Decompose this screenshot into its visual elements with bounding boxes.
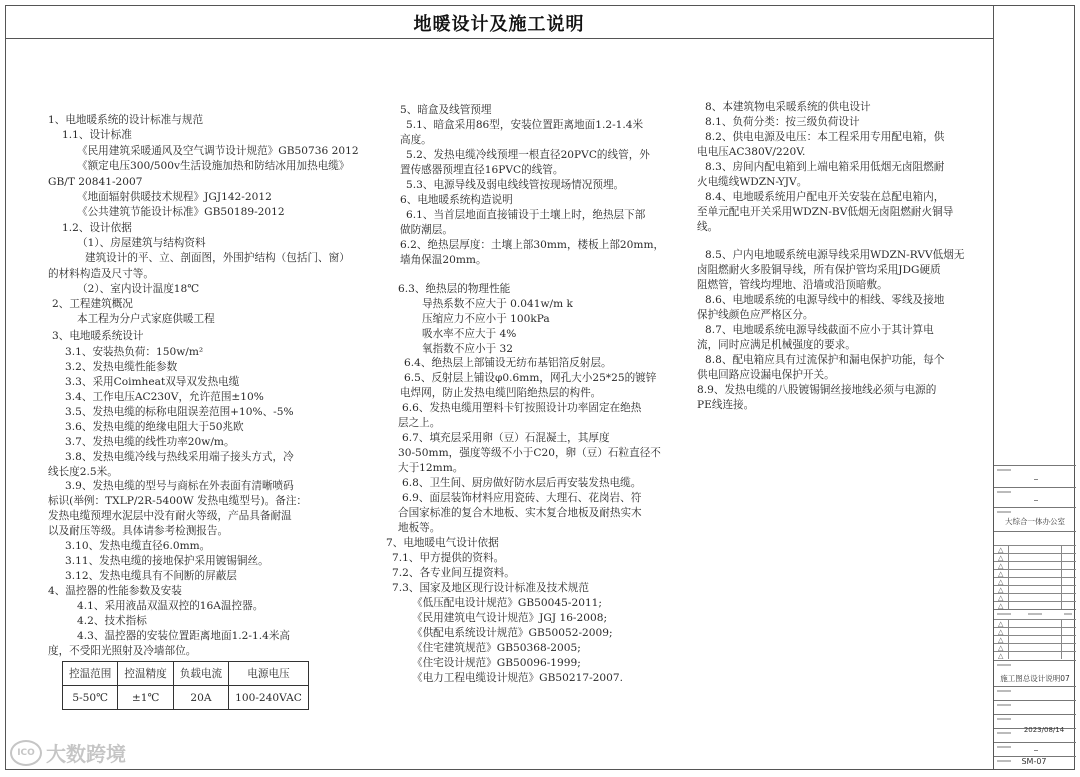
text-line: 合国家标准的复合木地板、实木复合地板及耐热实木: [398, 507, 642, 519]
text-line: 高度。: [400, 134, 432, 146]
text-line: 导热系数不应大于 0.041w/m k: [422, 298, 573, 310]
text-line: 压缩应力不应小于 100kPa: [422, 313, 550, 325]
text-line: PE线连接。: [697, 399, 755, 411]
revision-triangle-icon: △: [998, 562, 1004, 570]
text-line: 5.3、电源导线及弱电线线管按现场情况预埋。: [406, 179, 625, 191]
text-line: 7.2、各专业间互提资料。: [392, 567, 515, 579]
text-line: 8.7、电地暖系统电源导线截面不应小于其计算电: [705, 324, 934, 336]
text-line: 6.2、绝热层厚度：土壤上部30mm，楼板上部20mm，: [400, 239, 665, 251]
text-line: GB/T 20841-2007: [48, 176, 143, 188]
table-row: [63, 686, 309, 710]
text-line: 3.3、采用Coimheat双导双发热电缆: [65, 376, 240, 388]
project-name: 大综合一体办公室: [1005, 517, 1065, 526]
text-line: 8.8、配电箱应具有过流保护和漏电保护功能，每个: [705, 354, 945, 366]
text-line: 3.12、发热电缆具有不间断的屏蔽层: [65, 570, 237, 582]
text-line: 《电力工程电缆设计规范》GB50217-2007.: [412, 672, 623, 684]
revision-row: [994, 635, 1076, 643]
text-line: 6.5、反射层上铺设φ0.6mm，网孔大小25*25的镀锌: [404, 372, 657, 384]
revision-row: [994, 569, 1076, 577]
value-cell: 5-50℃: [63, 686, 118, 710]
revision-triangle-icon: △: [998, 554, 1004, 562]
text-line: 1.2、设计依据: [62, 222, 132, 234]
text-line: 的材料构造及尺寸等。: [48, 268, 154, 280]
revision-row: [994, 545, 1076, 553]
watermark: [10, 738, 126, 767]
text-line: 度，不受阳光照射及冷墙部位。: [48, 645, 197, 657]
text-line: 1.1、设计标准: [62, 129, 132, 141]
revision-row: [994, 553, 1076, 561]
revision-triangle-icon: △: [998, 570, 1004, 578]
text-line: 置传感器预埋直径16PVC的线管。: [400, 164, 564, 176]
text-line: 地板等。: [398, 522, 441, 534]
revision-row: [994, 577, 1076, 585]
header-cell: 电源电压: [229, 662, 309, 686]
drawing-number: SM-07: [1021, 757, 1047, 766]
text-line: 8.1、负荷分类：按三级负荷设计: [705, 116, 860, 128]
text-line: 8.9、发热电缆的八股镀锡铜丝接地线必须与电源的: [697, 384, 937, 396]
text-line: 6、电地暖系统构造说明: [400, 194, 513, 206]
text-line: 3.10、发热电缆直径6.0mm。: [65, 540, 211, 552]
text-line: 7、电地暖电气设计依据: [386, 537, 499, 549]
text-line: 4、温控器的性能参数及安装: [48, 585, 182, 597]
text-line: 8.5、户内电地暖系统电源导线采用WDZN-RVV低烟无: [705, 249, 965, 261]
text-line: 3.1、安装热负荷：150w/m²: [65, 346, 204, 358]
thermostat-spec-table: [62, 661, 309, 710]
text-line: 4.2、技术指标: [77, 615, 147, 627]
text-line: 墙角保温20mm。: [400, 254, 487, 266]
text-line: 《住宅设计规范》GB50096-1999;: [412, 657, 581, 669]
text-line: 电电压AC380V/220V.: [697, 146, 806, 158]
text-line: 线。: [697, 221, 719, 233]
text-line: 3.5、发热电缆的标称电阻误差范围+10%、-5%: [65, 406, 294, 418]
text-line: 《地面辐射供暖技术规程》JGJ142-2012: [77, 191, 272, 203]
header-cell: 控温范围: [63, 662, 118, 686]
text-line: 8.2、供电电源及电压：本工程采用专用配电箱，供: [705, 131, 945, 143]
text-line: 建筑设计的平、立、剖面图，外围护结构（包括门、窗）: [85, 252, 350, 264]
tb-blank-row: [994, 531, 1076, 545]
text-line: 6.9、面层装饰材料应用瓷砖、大理石、花岗岩、符: [402, 492, 642, 504]
revision-row: [994, 601, 1076, 609]
text-line: 8.3、房间内配电箱到上端电箱采用低烟无卤阻燃耐: [705, 161, 945, 173]
revision-row: [994, 585, 1076, 593]
revision-triangle-icon: △: [998, 546, 1004, 554]
text-line: 《民用建筑采暖通风及空气调节设计规范》GB50736 2012: [77, 145, 359, 157]
revision-row: [994, 627, 1076, 635]
text-line: 2、工程建筑概况: [52, 298, 133, 310]
text-line: 5.1、暗盒采用86型，安装位置距离地面1.2-1.4米: [406, 119, 644, 131]
page-title: 地暖设计及施工说明: [413, 14, 585, 35]
tb-approved-row: [994, 686, 1076, 700]
watermark-text: 大数跨境: [46, 742, 126, 766]
text-line: 8.4、电地暖系统用户配电开关安装在总配电箱内，: [705, 191, 945, 203]
text-line: 层之上。: [398, 417, 441, 429]
revision-row: [994, 593, 1076, 601]
title-block: [993, 5, 1075, 770]
text-line: 3.4、工作电压AC230V，允许范围±10%: [65, 391, 264, 403]
text-line: 4.3、温控器的安装位置距离地面1.2-1.4米高: [77, 630, 291, 642]
drawing-date: 2023/08/14: [1023, 726, 1065, 734]
revision-row: [994, 561, 1076, 569]
text-line: 3.7、发热电缆的线性功率20w/m。: [65, 436, 235, 448]
text-line: 标识(举例：TXLP/2R-5400W 发热电缆型号)。备注：: [48, 495, 308, 507]
revision-triangle-icon: △: [998, 602, 1004, 610]
text-line: （1）、房屋建筑与结构资料: [77, 237, 206, 249]
text-line: 火电缆线WDZN-YJV。: [697, 176, 808, 188]
text-line: 做防潮层。: [400, 224, 453, 236]
text-line: 8、本建筑物电采暖系统的供电设计: [705, 101, 871, 113]
text-line: 1、电地暖系统的设计标准与规范: [48, 114, 204, 126]
title-divider: [5, 38, 993, 39]
revision-triangle-icon: △: [998, 652, 1004, 660]
text-line: 《公共建筑节能设计标准》GB50189-2012: [77, 206, 285, 218]
revision-triangle-icon: △: [998, 586, 1004, 594]
watermark-logo-icon: ICO: [10, 740, 42, 766]
text-line: 大于12mm。: [398, 462, 464, 474]
tb-project-row: [994, 507, 1076, 531]
text-line: 6.6、发热电缆用塑料卡钉按照设计功率固定在绝热: [402, 402, 642, 414]
text-line: 线长度2.5米。: [48, 466, 118, 478]
text-line: 3.2、发热电缆性能参数: [65, 361, 178, 373]
revision-triangle-icon: △: [998, 594, 1004, 602]
text-line: 3.6、发热电缆的绝缘电阻大于50兆欧: [65, 421, 244, 433]
value-cell: 100-240VAC: [229, 686, 309, 710]
text-line: 3.9、发热电缆的型号与商标在外表面有清晰喷码: [65, 480, 294, 492]
value-cell: 20A: [173, 686, 228, 710]
drawing-name: 施工图总设计说明07: [1000, 674, 1070, 683]
text-line: 电焊网，防止发热电缆凹陷绝热层的构件。: [400, 387, 602, 399]
text-line: 《供配电系统设计规范》GB50052-2009;: [412, 627, 613, 639]
revision-triangle-icon: △: [998, 628, 1004, 636]
text-line: 流，同时应满足机械强度的要求。: [697, 339, 856, 351]
revision-row: [994, 619, 1076, 627]
text-line: 卤阻燃耐火多股铜导线，所有保护管均采用JDG硬质: [697, 264, 941, 276]
text-line: 《住宅建筑规范》GB50368-2005;: [412, 642, 581, 654]
revision-triangle-icon: △: [998, 578, 1004, 586]
text-line: 4.1、采用液晶双温双控的16A温控器。: [77, 600, 264, 612]
tb-designer-row: [994, 465, 1076, 487]
text-line: 3.11、发热电缆的接地保护采用镀锡铜丝。: [65, 555, 269, 567]
text-line: 5、暗盒及线管预埋: [400, 104, 492, 116]
tb-client-row: [994, 487, 1076, 507]
revision-triangle-icon: △: [998, 620, 1004, 628]
text-line: 6.3、绝热层的物理性能: [398, 283, 511, 295]
text-line: 3.8、发热电缆冷线与热线采用端子接头方式，冷: [65, 451, 294, 463]
text-line: 5.2、发热电缆冷线预埋一根直径20PVC的线管，外: [406, 149, 650, 161]
tb-revision-header: [994, 609, 1076, 619]
revision-triangle-icon: △: [998, 636, 1004, 644]
text-line: 吸水率不应大于 4%: [422, 328, 517, 340]
revision-row: [994, 651, 1076, 659]
tb-scale-row: [994, 742, 1076, 756]
text-line: 6.8、卫生间、厨房做好防水层后再安装发热电缆。: [402, 477, 642, 489]
tb-checked-row: [994, 700, 1076, 714]
text-line: 3、电地暖系统设计: [52, 330, 144, 342]
text-line: 《额定电压300/500v生活设施加热和防结冰用加热电缆》: [77, 160, 350, 172]
header-cell: 控温精度: [118, 662, 173, 686]
text-line: 《低压配电设计规范》GB50045-2011;: [412, 597, 602, 609]
text-line: 《民用建筑电气设计规范》JGJ 16-2008;: [412, 612, 608, 624]
text-line: 6.1、当首层地面直接铺设于土壤上时，绝热层下部: [406, 209, 646, 221]
text-line: 供电回路应设漏电保护开关。: [697, 369, 835, 381]
text-line: 以及耐压等级。具体请参考检测报告。: [48, 525, 229, 537]
text-line: 7.3、国家及地区现行设计标准及技术规范: [392, 582, 589, 594]
tb-drawing-name-row: [994, 660, 1076, 686]
header-cell: 负载电流: [173, 662, 228, 686]
text-line: 阻燃管，管线均埋地、沿墙或沿顶暗敷。: [697, 279, 888, 291]
text-line: 本工程为分户式家庭供暖工程: [77, 313, 215, 325]
text-line: 8.6、电地暖系统的电源导线中的相线、零线及接地: [705, 294, 945, 306]
value-cell: ±1℃: [118, 686, 173, 710]
text-line: 6.4、绝热层上部铺设无纺布基铝箔反射层。: [404, 357, 612, 369]
text-line: （2）、室内设计温度18℃: [77, 283, 200, 295]
text-line: 7.1、甲方提供的资料。: [392, 552, 505, 564]
text-line: 保护线颜色应严格区分。: [697, 309, 814, 321]
text-line: 30-50mm，强度等级不小于C20，卵（豆）石粒直径不: [398, 447, 661, 459]
revision-triangle-icon: △: [998, 644, 1004, 652]
table-header-row: [63, 662, 309, 686]
revision-row: [994, 643, 1076, 651]
text-line: 至单元配电开关采用WDZN-BV低烟无卤阻燃耐火铜导: [697, 206, 954, 218]
text-line: 氧指数不应小于 32: [422, 343, 514, 355]
text-line: 6.7、填充层采用卵（豆）石混凝土，其厚度: [402, 432, 610, 444]
text-line: 发热电缆预埋水泥层中没有耐火等级，产品具备耐温: [48, 510, 292, 522]
